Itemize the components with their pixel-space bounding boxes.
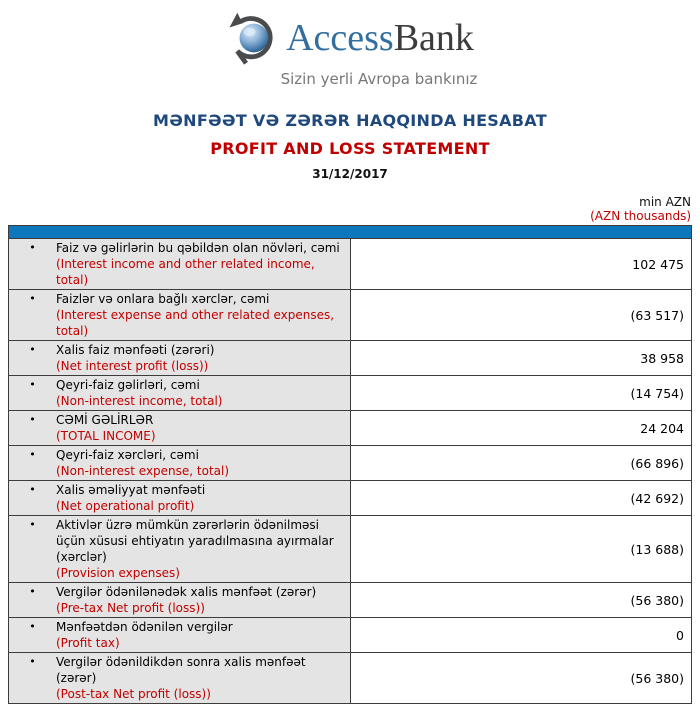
table-row	[9, 583, 692, 618]
row-label-cell	[9, 376, 351, 411]
accessbank-logo	[0, 10, 700, 87]
bullet-icon: •	[29, 448, 36, 461]
bullet-icon: •	[29, 620, 36, 633]
row-label-az: Vergilər ödənilənədək xalis mənfəət (zərər)	[56, 585, 317, 599]
row-label-cell	[9, 481, 351, 516]
row-label-en: (TOTAL INCOME)	[56, 429, 156, 443]
row-label-en: (Pre-tax Net profit (loss))	[56, 601, 205, 615]
table-row	[9, 618, 692, 653]
row-value: 102 475	[350, 239, 692, 290]
row-label-cell	[9, 618, 351, 653]
row-label-az: Aktivlər üzrə mümkün zərərlərin ödənilməsi üçün xüsusi ehtiyatın yaradılmasına ayırmalar (xərclər)	[56, 518, 334, 564]
units-azn-thousands: (AZN thousands)	[590, 209, 691, 223]
row-label-cell	[9, 583, 351, 618]
table-row	[9, 653, 692, 704]
row-label-az: Xalis faiz mənfəəti (zərəri)	[56, 343, 215, 357]
row-label-cell	[9, 290, 351, 341]
bullet-icon: •	[29, 585, 36, 598]
row-label-az: Xalis əməliyyat mənfəəti	[56, 483, 206, 497]
logo-row	[226, 10, 474, 66]
brand-tagline: Sizin yerli Avropa bankınız	[280, 70, 478, 88]
row-label-az: Faizlər və onlara bağlı xərclər, cəmi	[56, 292, 270, 306]
table-row	[9, 481, 692, 516]
table-row	[9, 376, 692, 411]
brand-wordmark	[286, 19, 474, 57]
row-label-cell	[9, 446, 351, 481]
bullet-icon: •	[29, 241, 36, 254]
row-value: (66 896)	[350, 446, 692, 481]
row-label-en: (Post-tax Net profit (loss))	[56, 687, 211, 701]
bullet-icon: •	[29, 413, 36, 426]
table-header-bar	[9, 226, 692, 239]
row-value: (14 754)	[350, 376, 692, 411]
bullet-icon: •	[29, 343, 36, 356]
table-row	[9, 446, 692, 481]
brand-access-text: Access	[286, 17, 394, 59]
table-row	[9, 239, 692, 290]
row-label-en: (Interest expense and other related expenses, total)	[56, 308, 335, 338]
statement-title-az: MƏNFƏƏT VƏ ZƏRƏR HAQQINDA HESABAT	[153, 111, 547, 130]
row-value: 24 204	[350, 411, 692, 446]
row-label-az: Vergilər ödənildikdən sonra xalis mənfəət (zərər)	[56, 655, 306, 685]
units-note	[0, 195, 691, 223]
row-label-cell	[9, 653, 351, 704]
statement-title-en: PROFIT AND LOSS STATEMENT	[210, 139, 490, 158]
table-row	[9, 411, 692, 446]
row-label-en: (Non-interest income, total)	[56, 394, 223, 408]
bullet-icon: •	[29, 518, 36, 531]
table-header-bar-cell	[9, 226, 692, 239]
row-label-en: (Net interest profit (loss))	[56, 359, 209, 373]
row-label-cell	[9, 516, 351, 583]
row-label-cell	[9, 411, 351, 446]
row-label-en: (Interest income and other related income, total)	[56, 257, 315, 287]
row-label-cell	[9, 341, 351, 376]
row-label-en: (Provision expenses)	[56, 566, 180, 580]
statement-date: 31/12/2017	[312, 167, 388, 181]
row-label-az: Qeyri-faiz xərcləri, cəmi	[56, 448, 199, 462]
globe-swoosh-icon	[226, 10, 280, 66]
row-label-az: CƏMİ GƏLİRLƏR	[56, 413, 154, 427]
bullet-icon: •	[29, 292, 36, 305]
table-row	[9, 516, 692, 583]
row-value: 0	[350, 618, 692, 653]
row-label-en: (Net operational profit)	[56, 499, 195, 513]
units-min-azn: min AZN	[639, 195, 691, 209]
row-label-en: (Non-interest expense, total)	[56, 464, 230, 478]
table-row	[9, 341, 692, 376]
row-value: (63 517)	[350, 290, 692, 341]
brand-bank-text: Bank	[393, 17, 474, 59]
row-value: (13 688)	[350, 516, 692, 583]
row-value: (42 692)	[350, 481, 692, 516]
row-value: (56 380)	[350, 653, 692, 704]
pnl-table	[8, 225, 692, 704]
row-label-cell	[9, 239, 351, 290]
bullet-icon: •	[29, 655, 36, 668]
table-row	[9, 290, 692, 341]
bullet-icon: •	[29, 378, 36, 391]
row-label-en: (Profit tax)	[56, 636, 120, 650]
row-label-az: Mənfəətdən ödənilən vergilər	[56, 620, 233, 634]
row-value: (56 380)	[350, 583, 692, 618]
row-label-az: Qeyri-faiz gəlirləri, cəmi	[56, 378, 200, 392]
row-label-az: Faiz və gəlirlərin bu qəbildən olan növləri, cəmi	[56, 241, 340, 255]
bullet-icon: •	[29, 483, 36, 496]
row-value: 38 958	[350, 341, 692, 376]
